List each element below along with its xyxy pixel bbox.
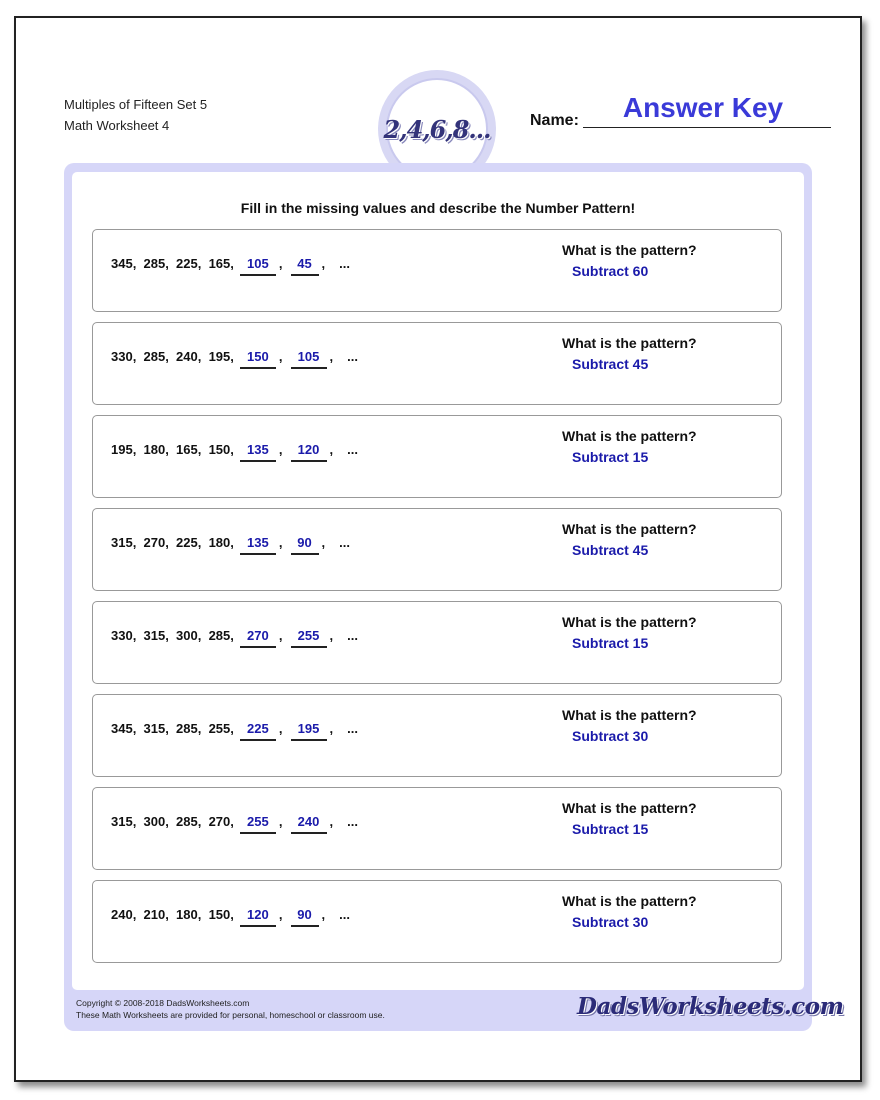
worksheet-content	[72, 172, 804, 990]
pattern-question: What is the pattern?	[562, 800, 697, 816]
given-values: 240, 210, 180, 150,	[111, 907, 234, 922]
pattern-question: What is the pattern?	[562, 707, 697, 723]
pattern-answer[interactable]: Subtract 30	[572, 914, 649, 930]
comma-separator: ,	[278, 349, 283, 364]
ellipsis: ...	[347, 442, 358, 457]
answer-blank-1[interactable]: 255	[240, 814, 276, 834]
number-sequence	[111, 628, 358, 648]
number-sequence	[111, 721, 358, 741]
problem-row	[92, 508, 782, 591]
answer-blank-1[interactable]: 105	[240, 256, 276, 276]
answer-blank-1[interactable]: 150	[240, 349, 276, 369]
pattern-question: What is the pattern?	[562, 428, 697, 444]
worksheet-title: Multiples of Fifteen Set 5	[64, 97, 208, 112]
name-label: Name:	[530, 112, 579, 129]
pattern-question: What is the pattern?	[562, 242, 697, 258]
pattern-answer[interactable]: Subtract 30	[572, 728, 649, 744]
answer-blank-1[interactable]: 135	[240, 535, 276, 555]
copyright-text: Copyright © 2008-2018 DadsWorksheets.com	[76, 998, 250, 1008]
pattern-question: What is the pattern?	[562, 335, 697, 351]
ellipsis: ...	[347, 814, 358, 829]
comma-separator: ,	[321, 535, 326, 550]
name-line	[583, 127, 831, 128]
number-sequence	[111, 907, 350, 927]
problem-row	[92, 601, 782, 684]
answer-blank-2[interactable]: 90	[291, 535, 319, 555]
pattern-question: What is the pattern?	[562, 893, 697, 909]
problem-row	[92, 322, 782, 405]
comma-separator: ,	[278, 814, 283, 829]
worksheet-subtitle: Math Worksheet 4	[64, 118, 170, 133]
number-sequence	[111, 535, 350, 555]
pattern-answer[interactable]: Subtract 45	[572, 542, 649, 558]
answer-blank-1[interactable]: 270	[240, 628, 276, 648]
comma-separator: ,	[278, 628, 283, 643]
logo-text: 2,4,6,8...	[383, 114, 491, 144]
given-values: 345, 315, 285, 255,	[111, 721, 234, 736]
given-values: 345, 285, 225, 165,	[111, 256, 234, 271]
comma-separator: ,	[329, 814, 334, 829]
answer-blank-2[interactable]: 195	[291, 721, 327, 741]
answer-blank-2[interactable]: 255	[291, 628, 327, 648]
given-values: 315, 300, 285, 270,	[111, 814, 234, 829]
comma-separator: ,	[321, 256, 326, 271]
comma-separator: ,	[278, 442, 283, 457]
footer-text	[76, 997, 385, 1021]
pattern-answer[interactable]: Subtract 60	[572, 263, 649, 279]
comma-separator: ,	[329, 721, 334, 736]
ellipsis: ...	[347, 349, 358, 364]
number-sequence	[111, 442, 358, 462]
given-values: 315, 270, 225, 180,	[111, 535, 234, 550]
comma-separator: ,	[278, 256, 283, 271]
comma-separator: ,	[278, 907, 283, 922]
ellipsis: ...	[347, 628, 358, 643]
answer-blank-1[interactable]: 135	[240, 442, 276, 462]
answer-blank-1[interactable]: 225	[240, 721, 276, 741]
given-values: 330, 315, 300, 285,	[111, 628, 234, 643]
answer-blank-2[interactable]: 45	[291, 256, 319, 276]
problem-row	[92, 415, 782, 498]
usage-note: These Math Worksheets are provided for personal, homeschool or classroom use.	[76, 1010, 385, 1020]
problem-row	[92, 880, 782, 963]
pattern-answer[interactable]: Subtract 15	[572, 449, 649, 465]
instructions: Fill in the missing values and describe the Number Pattern!	[240, 200, 636, 216]
ellipsis: ...	[339, 535, 350, 550]
comma-separator: ,	[329, 349, 334, 364]
given-values: 195, 180, 165, 150,	[111, 442, 234, 457]
brand-logo: DadsWorksheets.com	[577, 993, 844, 1020]
ellipsis: ...	[339, 907, 350, 922]
number-sequence	[111, 256, 350, 276]
answer-blank-2[interactable]: 90	[291, 907, 319, 927]
problem-row	[92, 787, 782, 870]
comma-separator: ,	[329, 442, 334, 457]
answer-blank-2[interactable]: 120	[291, 442, 327, 462]
comma-separator: ,	[278, 721, 283, 736]
pattern-question: What is the pattern?	[562, 521, 697, 537]
problem-row	[92, 229, 782, 312]
ellipsis: ...	[347, 721, 358, 736]
number-sequence	[111, 814, 358, 834]
pattern-answer[interactable]: Subtract 45	[572, 356, 649, 372]
pattern-answer[interactable]: Subtract 15	[572, 635, 649, 651]
given-values: 330, 285, 240, 195,	[111, 349, 234, 364]
ellipsis: ...	[339, 256, 350, 271]
number-sequence	[111, 349, 358, 369]
comma-separator: ,	[329, 628, 334, 643]
problem-row	[92, 694, 782, 777]
answer-blank-1[interactable]: 120	[240, 907, 276, 927]
comma-separator: ,	[321, 907, 326, 922]
worksheet-frame	[64, 163, 844, 1031]
pattern-question: What is the pattern?	[562, 614, 697, 630]
answer-blank-2[interactable]: 240	[291, 814, 327, 834]
answer-key-text: Answer Key	[622, 92, 784, 123]
answer-blank-2[interactable]: 105	[291, 349, 327, 369]
comma-separator: ,	[278, 535, 283, 550]
pattern-answer[interactable]: Subtract 15	[572, 821, 649, 837]
